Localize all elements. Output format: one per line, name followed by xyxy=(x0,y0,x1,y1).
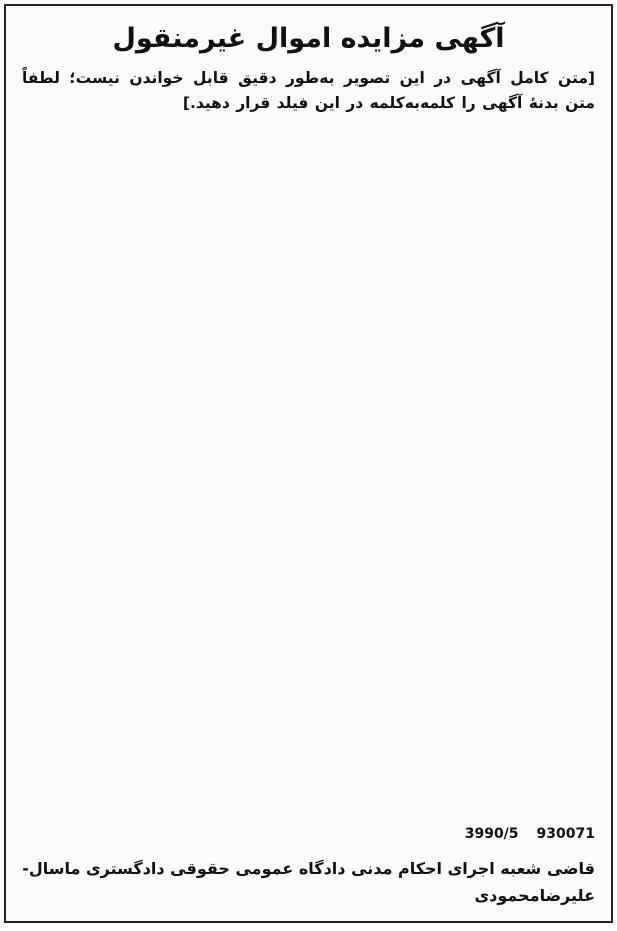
notice-frame xyxy=(4,4,613,923)
case-number: 930071 xyxy=(536,826,595,842)
notice-title: آگهی مزایده اموال غیرمنقول xyxy=(112,23,505,54)
notice-body: [متن کامل آگهی در این تصویر به‌طور دقیق قابل خواندن نیست؛ لطفاً متن بدنهٔ آگهی را کلمه‌به‌کلمه در این فیلد قرار دهید.] xyxy=(15,69,595,112)
land-area: 3990/5 xyxy=(464,826,519,842)
signature-block xyxy=(22,855,595,909)
signature-name: علیرضامحمودی xyxy=(474,886,595,905)
notice-key-figures xyxy=(22,823,595,845)
signature-title: قاضی شعبه اجرای احکام مدنی دادگاه عمومی حقوقی دادگستری ماسال- xyxy=(22,859,595,878)
